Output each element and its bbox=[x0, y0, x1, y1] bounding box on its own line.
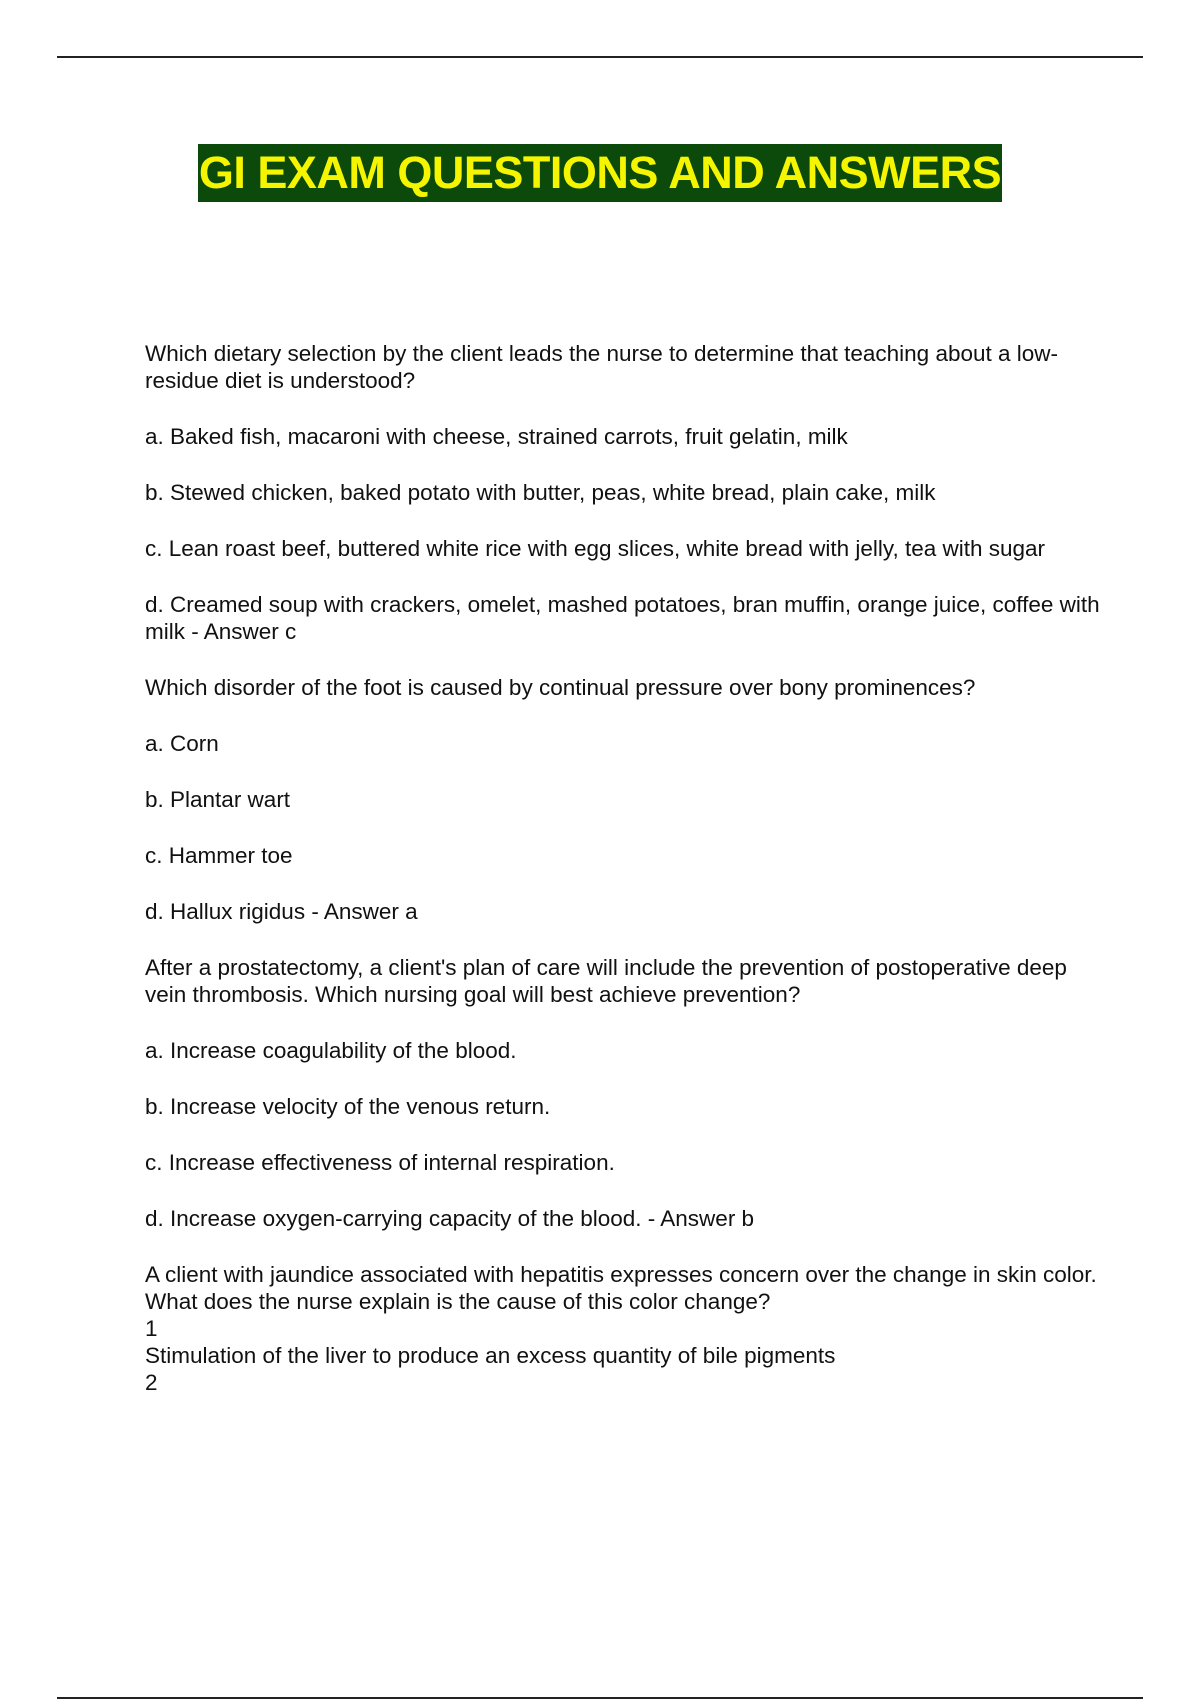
document-title: GI EXAM QUESTIONS AND ANSWERS bbox=[198, 144, 1002, 202]
title-banner bbox=[0, 144, 1200, 202]
question-2-stem: Which disorder of the foot is caused by continual pressure over bony prominences? bbox=[145, 675, 976, 700]
question-1-option-a: a. Baked fish, macaroni with cheese, strained carrots, fruit gelatin, milk bbox=[145, 424, 848, 449]
question-1-stem: Which dietary selection by the client leads the nurse to determine that teaching about a low-residue diet is understood? bbox=[145, 341, 1059, 393]
question-4-stem: A client with jaundice associated with hepatitis expresses concern over the change in skin color. What does the nurse explain is the cause of this color change? bbox=[145, 1262, 1104, 1314]
question-2-option-b: b. Plantar wart bbox=[145, 787, 291, 812]
question-1-option-b: b. Stewed chicken, baked potato with butter, peas, white bread, plain cake, milk bbox=[145, 480, 936, 505]
question-2-option-d: d. Hallux rigidus - Answer a bbox=[145, 899, 418, 924]
bottom-rule bbox=[57, 1697, 1143, 1699]
top-rule bbox=[57, 56, 1143, 58]
question-3-option-d: d. Increase oxygen-carrying capacity of the blood. - Answer b bbox=[145, 1206, 755, 1231]
question-1-option-c: c. Lean roast beef, buttered white rice with egg slices, white bread with jelly, tea with sugar bbox=[145, 536, 1046, 561]
question-3-option-a: a. Increase coagulability of the blood. bbox=[145, 1038, 517, 1063]
question-4-option-1-text: Stimulation of the liver to produce an excess quantity of bile pigments bbox=[145, 1343, 836, 1368]
question-4-option-number-1: 1 bbox=[145, 1316, 158, 1341]
question-2-option-a: a. Corn bbox=[145, 731, 219, 756]
question-4-option-number-2: 2 bbox=[145, 1370, 158, 1395]
question-2-option-c: c. Hammer toe bbox=[145, 843, 293, 868]
question-3-option-b: b. Increase velocity of the venous return. bbox=[145, 1094, 551, 1119]
document-body bbox=[145, 340, 1105, 1396]
question-1-option-d: d. Creamed soup with crackers, omelet, mashed potatoes, bran muffin, orange juice, coffee with milk - Answer c bbox=[145, 592, 1106, 644]
question-3-stem: After a prostatectomy, a client's plan of care will include the prevention of postoperative deep vein thrombosis. Which nursing goal will best achieve prevention? bbox=[145, 955, 1074, 1007]
question-3-option-c: c. Increase effectiveness of internal respiration. bbox=[145, 1150, 615, 1175]
